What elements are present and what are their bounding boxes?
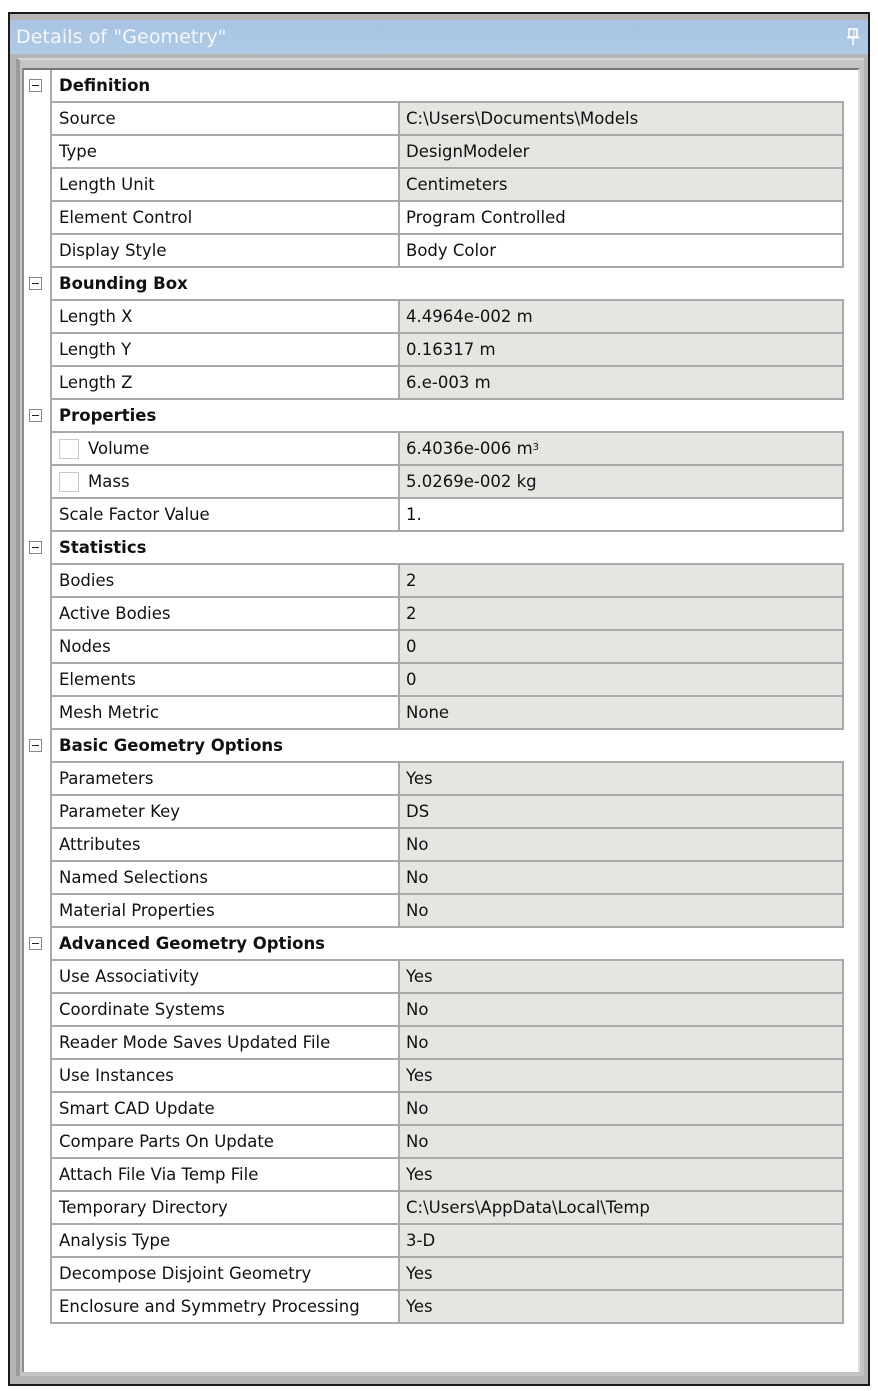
expander-cell	[24, 1159, 50, 1192]
property-value[interactable]	[398, 103, 844, 136]
property-value-text: 6.4036e-006 m	[406, 439, 533, 458]
expander-cell	[24, 1291, 50, 1324]
details-panel	[8, 12, 870, 1386]
property-label-text: Use Instances	[59, 1066, 174, 1085]
group-header-properties[interactable]	[24, 400, 844, 433]
property-value-text: 4.4964e-002 m	[406, 307, 533, 326]
property-label-text: Temporary Directory	[59, 1198, 228, 1217]
property-label-text: Bodies	[59, 571, 115, 590]
expander-cell	[24, 598, 50, 631]
group-header-advanced-geometry-options[interactable]	[24, 928, 844, 961]
property-value[interactable]	[398, 202, 844, 235]
property-label	[50, 631, 398, 664]
property-label-text: Elements	[59, 670, 136, 689]
property-value[interactable]	[398, 565, 844, 598]
collapse-toggle-icon[interactable]	[29, 409, 42, 422]
property-value-text: None	[406, 703, 450, 722]
group-header-bounding-box[interactable]	[24, 268, 844, 301]
property-label-text: Scale Factor Value	[59, 505, 210, 524]
property-value-text: C:\Users\Documents\Models	[406, 109, 639, 128]
collapse-toggle-icon[interactable]	[29, 79, 42, 92]
property-value-text: Yes	[406, 1066, 433, 1085]
property-value-text: Yes	[406, 769, 433, 788]
expander-cell	[24, 532, 50, 565]
property-row-length-unit[interactable]	[24, 169, 844, 202]
property-label-text: Display Style	[59, 241, 167, 260]
property-label-text: Active Bodies	[59, 604, 171, 623]
property-value[interactable]	[398, 1225, 844, 1258]
property-value-text: Centimeters	[406, 175, 508, 194]
property-row-analysis-type[interactable]	[24, 1225, 844, 1258]
property-label	[50, 796, 398, 829]
property-label-text: Enclosure and Symmetry Processing	[59, 1297, 360, 1316]
property-value[interactable]	[398, 235, 844, 268]
property-label-text: Smart CAD Update	[59, 1099, 215, 1118]
expander-cell	[24, 631, 50, 664]
property-value[interactable]	[398, 169, 844, 202]
property-value-text: 3-D	[406, 1231, 436, 1250]
property-label	[50, 103, 398, 136]
property-label	[50, 1192, 398, 1225]
property-value-text: No	[406, 1033, 429, 1052]
property-label-text: Length X	[59, 307, 133, 326]
expander-cell	[24, 994, 50, 1027]
property-value-text: 0	[406, 670, 417, 689]
property-value-text: No	[406, 1000, 429, 1019]
details-grid	[24, 70, 844, 1324]
expander-cell	[24, 334, 50, 367]
property-row-element-control[interactable]	[24, 202, 844, 235]
panel-frame	[16, 58, 864, 1376]
expander-cell	[24, 1126, 50, 1159]
group-title: Advanced Geometry Options	[50, 928, 844, 961]
group-header-basic-geometry-options[interactable]	[24, 730, 844, 763]
expander-cell	[24, 169, 50, 202]
property-value[interactable]	[398, 1291, 844, 1324]
property-label	[50, 598, 398, 631]
property-label	[50, 1225, 398, 1258]
expander-cell	[24, 1093, 50, 1126]
property-value-text: 2	[406, 571, 417, 590]
expander-cell	[24, 433, 50, 466]
property-value[interactable]	[398, 499, 844, 532]
property-value-text: Yes	[406, 967, 433, 986]
property-value[interactable]	[398, 961, 844, 994]
property-row-elements[interactable]	[24, 664, 844, 697]
property-value-text: DS	[406, 802, 430, 821]
property-label	[50, 697, 398, 730]
property-row-enclosure-and-symmetry-processing[interactable]	[24, 1291, 844, 1324]
property-value-text: No	[406, 1132, 429, 1151]
property-row-material-properties[interactable]	[24, 895, 844, 928]
property-label	[50, 1258, 398, 1291]
property-value-text: 5.0269e-002 kg	[406, 472, 537, 491]
property-value[interactable]	[398, 334, 844, 367]
property-row-use-instances[interactable]	[24, 1060, 844, 1093]
property-label	[50, 994, 398, 1027]
property-label	[50, 1126, 398, 1159]
property-value-text: Yes	[406, 1297, 433, 1316]
property-label	[50, 1291, 398, 1324]
property-value[interactable]	[398, 1258, 844, 1291]
pin-icon[interactable]	[846, 27, 860, 47]
property-row-type[interactable]	[24, 136, 844, 169]
expander-cell	[24, 961, 50, 994]
property-value[interactable]	[398, 466, 844, 499]
property-row-attributes[interactable]	[24, 829, 844, 862]
property-value-text: No	[406, 835, 429, 854]
property-label-text: Length Z	[59, 373, 133, 392]
expander-cell	[24, 1192, 50, 1225]
expander-cell	[24, 367, 50, 400]
property-value[interactable]	[398, 1192, 844, 1225]
expander-cell	[24, 301, 50, 334]
property-row-reader-mode-saves-updated-file[interactable]	[24, 1027, 844, 1060]
property-label-text: Parameters	[59, 769, 154, 788]
property-value[interactable]	[398, 664, 844, 697]
details-grid-container	[22, 68, 860, 1372]
property-label-text: Analysis Type	[59, 1231, 171, 1250]
expander-cell	[24, 466, 50, 499]
property-label-text: Length Unit	[59, 175, 155, 194]
property-value[interactable]	[398, 136, 844, 169]
group-title: Basic Geometry Options	[50, 730, 844, 763]
property-value[interactable]	[398, 301, 844, 334]
expander-cell	[24, 400, 50, 433]
property-label	[50, 301, 398, 334]
parameter-checkbox[interactable]	[59, 472, 79, 492]
property-row-mesh-metric[interactable]	[24, 697, 844, 730]
property-label-text: Nodes	[59, 637, 111, 656]
property-value[interactable]	[398, 697, 844, 730]
expander-cell	[24, 1258, 50, 1291]
property-row-parameter-key[interactable]	[24, 796, 844, 829]
property-value[interactable]	[398, 829, 844, 862]
property-label-text: Attach File Via Temp File	[59, 1165, 259, 1184]
property-row-length-z[interactable]	[24, 367, 844, 400]
group-header-definition[interactable]	[24, 70, 844, 103]
property-label	[50, 1159, 398, 1192]
property-row-compare-parts-on-update[interactable]	[24, 1126, 844, 1159]
panel-title-bar	[10, 20, 868, 54]
property-label	[50, 466, 398, 499]
property-label	[50, 235, 398, 268]
property-value-text: C:\Users\AppData\Local\Temp	[406, 1198, 650, 1217]
expander-cell	[24, 1225, 50, 1258]
expander-cell	[24, 664, 50, 697]
property-label-text: Attributes	[59, 835, 141, 854]
property-value-text: 0.16317 m	[406, 340, 496, 359]
group-header-statistics[interactable]	[24, 532, 844, 565]
property-label	[50, 1060, 398, 1093]
property-label-text: Mass	[88, 472, 130, 491]
property-label-text: Type	[59, 142, 97, 161]
property-value-text: 0	[406, 637, 417, 656]
property-label	[50, 202, 398, 235]
property-label-text: Coordinate Systems	[59, 1000, 225, 1019]
collapse-toggle-icon[interactable]	[29, 739, 42, 752]
property-row-coordinate-systems[interactable]	[24, 994, 844, 1027]
property-row-display-style[interactable]	[24, 235, 844, 268]
property-value[interactable]	[398, 763, 844, 796]
property-label	[50, 334, 398, 367]
expander-cell	[24, 103, 50, 136]
group-title: Definition	[50, 70, 844, 103]
property-label	[50, 862, 398, 895]
property-label	[50, 433, 398, 466]
property-label-text: Length Y	[59, 340, 132, 359]
property-row-smart-cad-update[interactable]	[24, 1093, 844, 1126]
expander-cell	[24, 895, 50, 928]
property-row-decompose-disjoint-geometry[interactable]	[24, 1258, 844, 1291]
property-value-text: Body Color	[406, 241, 496, 260]
property-value-text: Yes	[406, 1165, 433, 1184]
property-value[interactable]	[398, 994, 844, 1027]
expander-cell	[24, 70, 50, 103]
property-label-text: Decompose Disjoint Geometry	[59, 1264, 312, 1283]
property-label-text: Element Control	[59, 208, 193, 227]
property-value[interactable]	[398, 1093, 844, 1126]
property-value[interactable]	[398, 1060, 844, 1093]
property-value-text: No	[406, 1099, 429, 1118]
property-value-text: 1.	[406, 505, 422, 524]
property-value[interactable]	[398, 895, 844, 928]
expander-cell	[24, 499, 50, 532]
property-row-active-bodies[interactable]	[24, 598, 844, 631]
property-label-text: Material Properties	[59, 901, 215, 920]
property-label	[50, 961, 398, 994]
property-row-bodies[interactable]	[24, 565, 844, 598]
property-value[interactable]	[398, 367, 844, 400]
property-value-text: No	[406, 868, 429, 887]
expander-cell	[24, 796, 50, 829]
property-label	[50, 136, 398, 169]
expander-cell	[24, 235, 50, 268]
collapse-toggle-icon[interactable]	[29, 277, 42, 290]
panel-title: Details of "Geometry"	[16, 26, 227, 48]
property-label-text: Volume	[88, 439, 150, 458]
expander-cell	[24, 565, 50, 598]
property-label	[50, 499, 398, 532]
property-row-named-selections[interactable]	[24, 862, 844, 895]
property-value-text: DesignModeler	[406, 142, 530, 161]
expander-cell	[24, 829, 50, 862]
group-title: Properties	[50, 400, 844, 433]
property-value-text: No	[406, 901, 429, 920]
group-title: Statistics	[50, 532, 844, 565]
property-value[interactable]	[398, 433, 844, 466]
expander-cell	[24, 928, 50, 961]
collapse-toggle-icon[interactable]	[29, 541, 42, 554]
expander-cell	[24, 136, 50, 169]
property-label-text: Parameter Key	[59, 802, 181, 821]
property-label	[50, 664, 398, 697]
property-value[interactable]	[398, 1159, 844, 1192]
expander-cell	[24, 1060, 50, 1093]
property-row-source[interactable]	[24, 103, 844, 136]
property-row-parameters[interactable]	[24, 763, 844, 796]
property-row-volume[interactable]	[24, 433, 844, 466]
property-label-text: Named Selections	[59, 868, 209, 887]
expander-cell	[24, 862, 50, 895]
property-value[interactable]	[398, 862, 844, 895]
property-row-nodes[interactable]	[24, 631, 844, 664]
property-label-text: Compare Parts On Update	[59, 1132, 274, 1151]
property-row-temporary-directory[interactable]	[24, 1192, 844, 1225]
property-label-text: Source	[59, 109, 116, 128]
property-value[interactable]	[398, 1027, 844, 1060]
property-label-text: Use Associativity	[59, 967, 200, 986]
property-row-mass[interactable]	[24, 466, 844, 499]
property-label-text: Reader Mode Saves Updated File	[59, 1033, 331, 1052]
property-value[interactable]	[398, 1126, 844, 1159]
property-label	[50, 829, 398, 862]
property-row-scale-factor-value[interactable]	[24, 499, 844, 532]
property-value-text: Program Controlled	[406, 208, 566, 227]
property-row-use-associativity[interactable]	[24, 961, 844, 994]
property-label-text: Mesh Metric	[59, 703, 159, 722]
property-label	[50, 895, 398, 928]
property-label	[50, 169, 398, 202]
expander-cell	[24, 730, 50, 763]
property-value-text: 2	[406, 604, 417, 623]
expander-cell	[24, 697, 50, 730]
expander-cell	[24, 268, 50, 301]
property-row-attach-file-via-temp-file[interactable]	[24, 1159, 844, 1192]
property-label	[50, 367, 398, 400]
parameter-checkbox[interactable]	[59, 439, 79, 459]
property-value[interactable]	[398, 796, 844, 829]
property-label	[50, 565, 398, 598]
value-superscript: 3	[532, 442, 540, 453]
property-value-text: Yes	[406, 1264, 433, 1283]
property-label	[50, 763, 398, 796]
property-row-length-y[interactable]	[24, 334, 844, 367]
property-value[interactable]	[398, 631, 844, 664]
collapse-toggle-icon[interactable]	[29, 937, 42, 950]
expander-cell	[24, 763, 50, 796]
expander-cell	[24, 202, 50, 235]
property-value[interactable]	[398, 598, 844, 631]
property-row-length-x[interactable]	[24, 301, 844, 334]
property-value-text: 6.e-003 m	[406, 373, 491, 392]
group-title: Bounding Box	[50, 268, 844, 301]
expander-cell	[24, 1027, 50, 1060]
property-label	[50, 1027, 398, 1060]
property-label	[50, 1093, 398, 1126]
